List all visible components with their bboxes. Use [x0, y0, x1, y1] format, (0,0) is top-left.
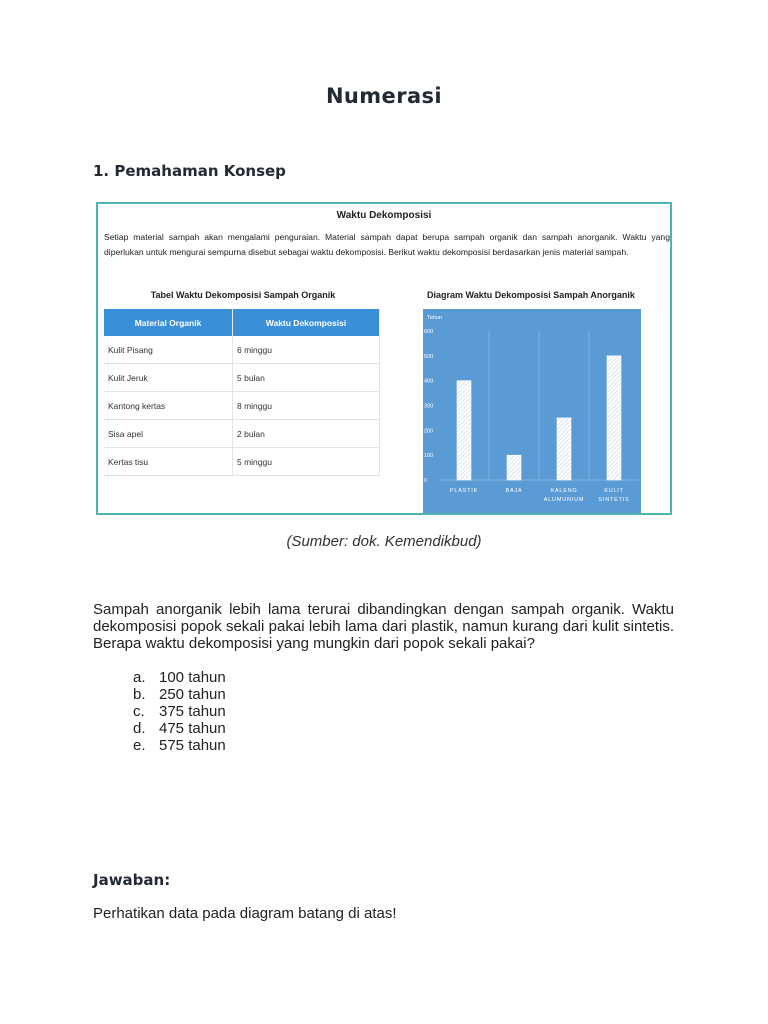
- figure-title: Waktu Dekomposisi: [336, 210, 432, 221]
- y-axis-label: Tahun: [427, 315, 442, 321]
- table-title: Tabel Waktu Dekomposisi Sampah Organik: [150, 290, 336, 300]
- y-tick-label: 500: [424, 353, 434, 360]
- option-text: 375 tahun: [159, 703, 226, 720]
- table-cell-material: Sisa apel: [104, 420, 233, 448]
- chart-title: Diagram Waktu Dekomposisi Sampah Anorganik: [427, 290, 635, 300]
- page-title: Numerasi: [325, 84, 443, 108]
- y-tick-label: 400: [424, 378, 434, 385]
- y-tick-label: 200: [424, 428, 434, 435]
- option-letter: a.: [133, 669, 146, 686]
- organic-decomposition-table: [104, 309, 380, 476]
- table-header-row: [104, 309, 380, 336]
- table-header-material: Material Organik: [104, 309, 233, 336]
- bar-kaleng-alumunium: [557, 418, 571, 480]
- option-letter: b.: [133, 686, 146, 703]
- option-letter: e.: [133, 737, 146, 754]
- y-tick-label: 600: [424, 329, 434, 335]
- table-cell-time: 8 minggu: [233, 392, 380, 420]
- x-tick-label: ALUMUNIUM: [543, 497, 585, 503]
- option-text: 575 tahun: [159, 737, 226, 754]
- figure-intro-text: Setiap material sampah akan mengalami penguraian. Material sampah dapat berupa sampah organik dan sampah anorganik. Waktu yang diperlukan untuk mengurai sempurna disebut sebagai waktu dekomposisi. Berikut waktu dekomposisi berdasarkan jenis material sampah.: [104, 232, 670, 257]
- answer-heading: Jawaban:: [93, 871, 171, 889]
- option-text: 475 tahun: [159, 720, 226, 737]
- option-text: 100 tahun: [159, 669, 226, 686]
- option-e: [133, 737, 226, 754]
- x-tick-label: BAJA: [505, 488, 523, 494]
- answer-text: Perhatikan data pada diagram batang di atas!: [93, 905, 397, 922]
- table-cell-material: Kantong kertas: [104, 392, 233, 420]
- y-tick-label: 0: [424, 478, 428, 484]
- table-row: [104, 448, 380, 476]
- x-tick-label: KALENG: [550, 488, 578, 494]
- y-tick-label: 100: [424, 453, 434, 460]
- answer-options: [133, 669, 226, 754]
- table-header-time: Waktu Dekomposisi: [233, 309, 380, 336]
- bar-baja: [507, 455, 521, 480]
- table-row: [104, 336, 380, 364]
- figure-box: [96, 202, 672, 515]
- option-c: [133, 703, 226, 720]
- x-tick-label: PLASTIK: [449, 488, 479, 494]
- option-a: [133, 669, 226, 686]
- table-cell-material: Kertas tisu: [104, 448, 233, 476]
- table-cell-material: Kulit Pisang: [104, 336, 233, 364]
- x-tick-label: KULIT: [604, 488, 624, 494]
- table-cell-time: 2 bulan: [233, 420, 380, 448]
- y-tick-label: 300: [424, 403, 434, 410]
- question-text: Sampah anorganik lebih lama terurai dibandingkan dengan sampah organik. Waktu dekomposisi popok sekali pakai lebih lama dari plastik, namun kurang dari kulit sintetis. Berapa waktu dekomposisi yang mungkin dari popok sekali pakai?: [93, 601, 674, 652]
- section-heading: 1. Pemahaman Konsep: [93, 162, 286, 180]
- option-letter: c.: [133, 703, 145, 720]
- table-cell-time: 6 minggu: [233, 336, 380, 364]
- figure-caption: (Sumber: dok. Kemendikbud): [286, 533, 482, 550]
- chart-panel: [423, 309, 641, 513]
- option-text: 250 tahun: [159, 686, 226, 703]
- table-cell-material: Kulit Jeruk: [104, 364, 233, 392]
- x-tick-label: SINTETIS: [598, 497, 630, 503]
- option-b: [133, 686, 226, 703]
- table-row: [104, 392, 380, 420]
- table-row: [104, 420, 380, 448]
- table-cell-time: 5 bulan: [233, 364, 380, 392]
- option-letter: d.: [133, 720, 146, 737]
- table-row: [104, 364, 380, 392]
- inorganic-decomposition-bar-chart: [423, 309, 641, 513]
- option-d: [133, 720, 226, 737]
- bar-kulit-sintetis: [607, 356, 621, 480]
- table-cell-time: 5 minggu: [233, 448, 380, 476]
- bar-plastik: [457, 381, 471, 480]
